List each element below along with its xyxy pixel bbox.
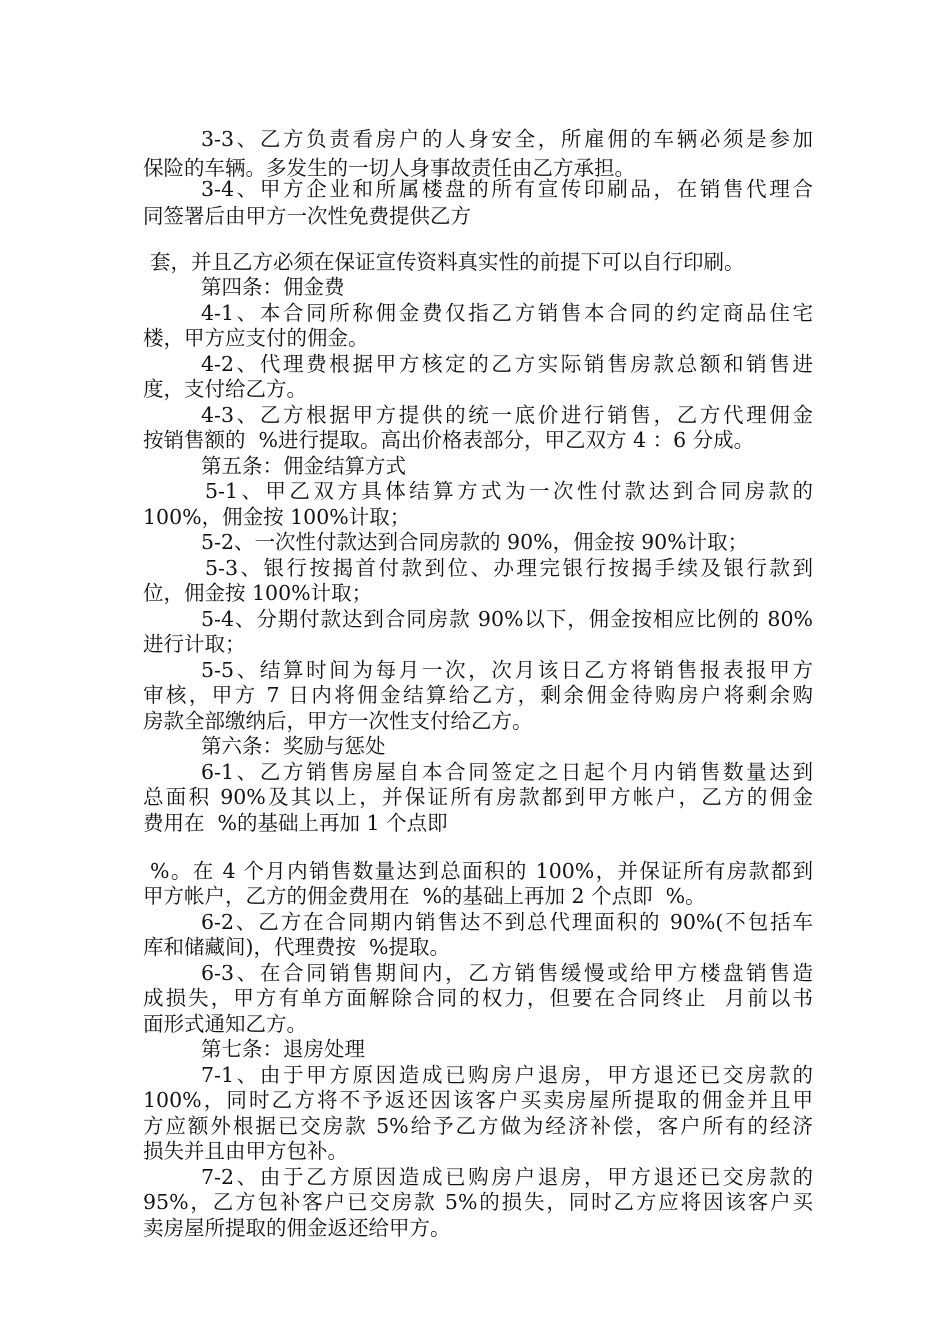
paragraph-6-3-line-1: 6-3、在合同销售期间内，乙方销售缓慢或给甲方楼盘销售造 xyxy=(201,961,813,985)
paragraph-5-4-line-1: 5-4、分期付款达到合同房款 90%以下，佣金按相应比例的 80% xyxy=(201,607,813,631)
paragraph-5-5-line-2: 审核，甲方 7 日内将佣金结算给乙方，剩余佣金待购房户将剩余购 xyxy=(143,683,813,707)
paragraph-6-1-line-5: 甲方帐户，乙方的佣金费用在 %的基础上再加 2 个点即 %。 xyxy=(143,884,706,908)
paragraph-4-1-line-2: 楼，甲方应支付的佣金。 xyxy=(143,326,369,350)
paragraph-3-4-line-1: 3-4、甲方企业和所属楼盘的所有宣传印刷品，在销售代理合 xyxy=(201,177,813,201)
article-5-heading: 第五条：佣金结算方式 xyxy=(201,454,406,478)
paragraph-3-3-line-2: 保险的车辆。多发生的一切人身事故责任由乙方承担。 xyxy=(143,156,635,180)
paragraph-5-3-line-1: 5-3、银行按揭首付款到位、办理完银行按揭手续及银行款到 xyxy=(205,556,813,580)
paragraph-6-2-line-2: 库和储藏间)，代理费按 %提取。 xyxy=(143,935,451,959)
paragraph-6-3-line-3: 面形式通知乙方。 xyxy=(143,1012,307,1036)
paragraph-7-1-line-2: 100%，同时乙方将不予返还因该客户买卖房屋所提取的佣金并且甲 xyxy=(143,1088,813,1112)
paragraph-4-3-line-1: 4-3、乙方根据甲方提供的统一底价进行销售，乙方代理佣金 xyxy=(201,403,813,427)
article-6-heading: 第六条：奖励与惩处 xyxy=(201,734,386,758)
paragraph-5-1-line-2: 100%，佣金按 100%计取； xyxy=(143,505,411,529)
paragraph-5-5-line-3: 房款全部缴纳后，甲方一次性支付给乙方。 xyxy=(143,709,533,733)
paragraph-5-1-line-1: 5-1、甲乙双方具体结算方式为一次性付款达到合同房款的 xyxy=(205,479,813,503)
paragraph-7-1-line-3: 方应额外根据已交房款 5%给予乙方做为经济补偿，客户所有的经济 xyxy=(143,1114,813,1138)
paragraph-3-4-line-2: 同签署后由甲方一次性免费提供乙方 xyxy=(143,204,471,228)
paragraph-6-2-line-1: 6-2、乙方在合同期内销售达不到总代理面积的 90%(不包括车 xyxy=(201,910,813,934)
article-4-heading: 第四条：佣金费 xyxy=(201,275,345,299)
paragraph-7-2-line-1: 7-2、由于乙方原因造成已购房户退房，甲方退还已交房款的 xyxy=(201,1165,813,1189)
paragraph-6-1-line-4: %。在 4 个月内销售数量达到总面积的 100%，并保证所有房款都到 xyxy=(150,859,813,883)
paragraph-4-1-line-1: 4-1、本合同所称佣金费仅指乙方销售本合同的约定商品住宅 xyxy=(201,301,813,325)
paragraph-6-1-line-1: 6-1、乙方销售房屋自本合同签定之日起个月内销售数量达到 xyxy=(201,760,813,784)
paragraph-5-4-line-2: 进行计取； xyxy=(143,632,246,656)
paragraph-6-1-line-3: 费用在 %的基础上再加 1 个点即 xyxy=(143,811,448,835)
article-7-heading: 第七条：退房处理 xyxy=(201,1037,365,1061)
paragraph-4-3-line-2: 按销售额的 %进行提取。高出价格表部分，甲乙双方 4 ：6 分成。 xyxy=(143,428,755,452)
paragraph-7-2-line-3: 卖房屋所提取的佣金返还给甲方。 xyxy=(143,1216,451,1240)
paragraph-5-3-line-2: 位，佣金按 100%计取； xyxy=(143,581,373,605)
paragraph-7-1-line-1: 7-1、由于甲方原因造成已购房户退房，甲方退还已交房款的 xyxy=(201,1063,813,1087)
paragraph-7-2-line-2: 95%，乙方包补客户已交房款 5%的损失，同时乙方应将因该客户买 xyxy=(143,1190,813,1214)
paragraph-4-2-line-1: 4-2、代理费根据甲方核定的乙方实际销售房款总额和销售进 xyxy=(201,352,813,376)
paragraph-7-1-line-4: 损失并且由甲方包补。 xyxy=(143,1139,348,1163)
paragraph-4-2-line-2: 度，支付给乙方。 xyxy=(143,377,307,401)
paragraph-3-3-line-1: 3-3、乙方负责看房户的人身安全，所雇佣的车辆必须是参加 xyxy=(201,127,813,151)
paragraph-6-1-line-2: 总面积 90%及其以上，并保证所有房款都到甲方帐户，乙方的佣金 xyxy=(143,785,813,809)
paragraph-6-3-line-2: 成损失，甲方有单方面解除合同的权力，但要在合同终止 月前以书 xyxy=(143,986,813,1010)
paragraph-5-2: 5-2、一次性付款达到合同房款的 90%，佣金按 90%计取； xyxy=(201,530,749,554)
paragraph-5-5-line-1: 5-5、结算时间为每月一次，次月该日乙方将销售报表报甲方 xyxy=(201,658,813,682)
paragraph-3-4-line-3: 套，并且乙方必须在保证宣传资料真实性的前提下可以自行印刷。 xyxy=(150,250,745,274)
